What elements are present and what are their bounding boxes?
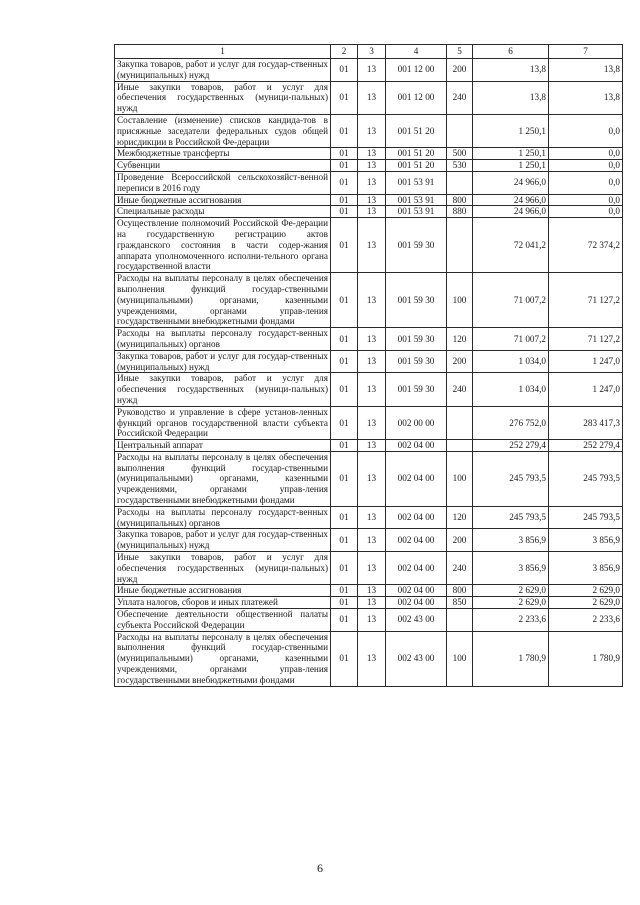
table-row — [115, 194, 623, 206]
row-target-article: 001 59 30 — [386, 350, 447, 373]
row-section: 01 — [331, 273, 358, 328]
row-section: 01 — [331, 59, 358, 82]
row-expense-type — [447, 171, 473, 194]
row-target-article: 002 04 00 — [386, 597, 447, 609]
row-target-article: 002 04 00 — [386, 451, 447, 506]
table-row — [115, 451, 623, 506]
row-section: 01 — [331, 171, 358, 194]
row-subsection: 13 — [358, 148, 386, 160]
row-target-article: 001 53 91 — [386, 194, 447, 206]
table-row — [115, 506, 623, 529]
row-subsection: 13 — [358, 81, 386, 114]
row-amount-1: 24 966,0 — [473, 194, 549, 206]
row-name: Расходы на выплаты персоналу в целях обеспечения выполнения функций государ-ственными (муниципальными) органами, казенными учреждениями, органами управ-ления государственными внебюджетными фондами — [115, 273, 331, 328]
row-amount-1: 1 250,1 — [473, 114, 549, 147]
row-amount-2: 2 233,6 — [549, 609, 623, 632]
row-target-article: 002 04 00 — [386, 552, 447, 585]
row-amount-2: 71 127,2 — [549, 328, 623, 351]
row-section: 01 — [331, 406, 358, 439]
row-expense-type: 240 — [447, 552, 473, 585]
row-amount-2: 13,8 — [549, 59, 623, 82]
row-name: Иные закупки товаров, работ и услуг для обеспечения государственных (муници-пальных) нужд — [115, 552, 331, 585]
row-amount-1: 276 752,0 — [473, 406, 549, 439]
row-expense-type: 800 — [447, 585, 473, 597]
row-target-article: 002 43 00 — [386, 609, 447, 632]
row-name: Обеспечение деятельности общественной палаты субъекта Российской Федерации — [115, 609, 331, 632]
row-section: 01 — [331, 328, 358, 351]
row-amount-2: 1 247,0 — [549, 373, 623, 406]
row-amount-1: 3 856,9 — [473, 529, 549, 552]
row-name: Иные бюджетные ассигнования — [115, 585, 331, 597]
row-expense-type: 100 — [447, 273, 473, 328]
row-amount-1: 24 966,0 — [473, 206, 549, 218]
row-subsection: 13 — [358, 406, 386, 439]
row-section: 01 — [331, 451, 358, 506]
table-row — [115, 81, 623, 114]
table-row — [115, 597, 623, 609]
row-name: Иные бюджетные ассигнования — [115, 194, 331, 206]
row-target-article: 002 04 00 — [386, 585, 447, 597]
row-amount-2: 2 629,0 — [549, 585, 623, 597]
row-subsection: 13 — [358, 328, 386, 351]
row-name: Расходы на выплаты персоналу государст-венных (муниципальных) органов — [115, 506, 331, 529]
row-expense-type: 240 — [447, 373, 473, 406]
row-section: 01 — [331, 194, 358, 206]
table-row — [115, 350, 623, 373]
row-section: 01 — [331, 114, 358, 147]
header-col-2: 2 — [331, 45, 358, 59]
table-row — [115, 148, 623, 160]
row-subsection: 13 — [358, 206, 386, 218]
row-amount-2: 0,0 — [549, 171, 623, 194]
row-target-article: 001 12 00 — [386, 59, 447, 82]
page-number: 6 — [317, 861, 323, 875]
row-target-article: 002 04 00 — [386, 529, 447, 552]
row-amount-1: 2 629,0 — [473, 597, 549, 609]
table-row — [115, 631, 623, 686]
row-amount-1: 13,8 — [473, 81, 549, 114]
row-target-article: 002 04 00 — [386, 440, 447, 452]
row-amount-1: 13,8 — [473, 59, 549, 82]
table-row — [115, 114, 623, 147]
header-col-7: 7 — [549, 45, 623, 59]
row-name: Осуществление полномочий Российской Фе-дерации на государственную регистрацию актов гражданского состояния в части содер-жания аппарата уполномоченного исполни-тельного органа государственной власти — [115, 218, 331, 273]
row-expense-type — [447, 114, 473, 147]
row-section: 01 — [331, 148, 358, 160]
table-row — [115, 59, 623, 82]
row-expense-type: 850 — [447, 597, 473, 609]
header-col-4: 4 — [386, 45, 447, 59]
row-amount-2: 0,0 — [549, 114, 623, 147]
row-target-article: 002 43 00 — [386, 631, 447, 686]
row-expense-type: 120 — [447, 506, 473, 529]
row-amount-2: 1 780,9 — [549, 631, 623, 686]
row-target-article: 001 59 30 — [386, 218, 447, 273]
row-expense-type: 880 — [447, 206, 473, 218]
row-subsection: 13 — [358, 194, 386, 206]
row-amount-2: 71 127,2 — [549, 273, 623, 328]
row-section: 01 — [331, 350, 358, 373]
row-name: Специальные расходы — [115, 206, 331, 218]
header-col-1: 1 — [115, 45, 331, 59]
row-expense-type — [447, 440, 473, 452]
row-name: Уплата налогов, сборов и иных платежей — [115, 597, 331, 609]
table-row — [115, 529, 623, 552]
table-row — [115, 609, 623, 632]
row-amount-2: 283 417,3 — [549, 406, 623, 439]
row-amount-1: 1 250,1 — [473, 148, 549, 160]
table-row — [115, 585, 623, 597]
row-subsection: 13 — [358, 59, 386, 82]
table-row — [115, 171, 623, 194]
row-subsection: 13 — [358, 609, 386, 632]
row-expense-type: 100 — [447, 631, 473, 686]
table-row — [115, 440, 623, 452]
row-target-article: 001 53 91 — [386, 171, 447, 194]
row-name: Расходы на выплаты персоналу в целях обеспечения выполнения функций государ-ственными (муниципальными) органами, казенными учреждениями, органами управ-ления государственными внебюджетными фондами — [115, 631, 331, 686]
row-subsection: 13 — [358, 218, 386, 273]
row-name: Закупка товаров, работ и услуг для государ-ственных (муниципальных) нужд — [115, 350, 331, 373]
row-amount-2: 1 247,0 — [549, 350, 623, 373]
table-row — [115, 373, 623, 406]
header-col-3: 3 — [358, 45, 386, 59]
row-name: Субвенции — [115, 160, 331, 172]
row-expense-type: 530 — [447, 160, 473, 172]
row-expense-type: 200 — [447, 59, 473, 82]
row-subsection: 13 — [358, 273, 386, 328]
row-amount-1: 1 780,9 — [473, 631, 549, 686]
row-expense-type: 200 — [447, 529, 473, 552]
row-name: Расходы на выплаты персоналу государст-венных (муниципальных) органов — [115, 328, 331, 351]
row-section: 01 — [331, 552, 358, 585]
row-subsection: 13 — [358, 440, 386, 452]
row-subsection: 13 — [358, 171, 386, 194]
table-row — [115, 328, 623, 351]
row-section: 01 — [331, 597, 358, 609]
row-amount-1: 1 034,0 — [473, 373, 549, 406]
row-subsection: 13 — [358, 506, 386, 529]
row-amount-1: 71 007,2 — [473, 328, 549, 351]
row-expense-type: 120 — [447, 328, 473, 351]
row-amount-1: 2 233,6 — [473, 609, 549, 632]
row-section: 01 — [331, 506, 358, 529]
row-amount-2: 252 279,4 — [549, 440, 623, 452]
row-expense-type: 100 — [447, 451, 473, 506]
row-amount-2: 3 856,9 — [549, 552, 623, 585]
row-amount-1: 71 007,2 — [473, 273, 549, 328]
row-expense-type: 800 — [447, 194, 473, 206]
row-section: 01 — [331, 631, 358, 686]
row-expense-type — [447, 609, 473, 632]
row-subsection: 13 — [358, 585, 386, 597]
row-subsection: 13 — [358, 631, 386, 686]
row-section: 01 — [331, 529, 358, 552]
table-row — [115, 406, 623, 439]
row-amount-1: 3 856,9 — [473, 552, 549, 585]
header-col-5: 5 — [447, 45, 473, 59]
table-row — [115, 206, 623, 218]
row-amount-2: 245 793,5 — [549, 506, 623, 529]
row-target-article: 002 04 00 — [386, 506, 447, 529]
row-subsection: 13 — [358, 373, 386, 406]
row-subsection: 13 — [358, 552, 386, 585]
row-expense-type: 240 — [447, 81, 473, 114]
budget-table — [114, 44, 623, 687]
row-amount-1: 1 034,0 — [473, 350, 549, 373]
row-name: Расходы на выплаты персоналу в целях обеспечения выполнения функций государ-ственными (муниципальными) органами, казенными учреждениями, органами управ-ления государственными внебюджетными фондами — [115, 451, 331, 506]
row-section: 01 — [331, 373, 358, 406]
row-amount-1: 1 250,1 — [473, 160, 549, 172]
row-target-article: 001 59 30 — [386, 373, 447, 406]
row-section: 01 — [331, 206, 358, 218]
row-target-article: 001 51 20 — [386, 114, 447, 147]
row-amount-1: 252 279,4 — [473, 440, 549, 452]
row-amount-2: 0,0 — [549, 148, 623, 160]
row-name: Закупка товаров, работ и услуг для государ-ственных (муниципальных) нужд — [115, 529, 331, 552]
row-target-article: 001 51 20 — [386, 148, 447, 160]
row-subsection: 13 — [358, 597, 386, 609]
row-section: 01 — [331, 440, 358, 452]
table-header-row — [115, 45, 623, 59]
row-name: Центральный аппарат — [115, 440, 331, 452]
row-amount-1: 2 629,0 — [473, 585, 549, 597]
row-expense-type — [447, 218, 473, 273]
row-target-article: 002 00 00 — [386, 406, 447, 439]
row-subsection: 13 — [358, 451, 386, 506]
row-subsection: 13 — [358, 350, 386, 373]
row-amount-2: 3 856,9 — [549, 529, 623, 552]
row-name: Иные закупки товаров, работ и услуг для обеспечения государственных (муници-пальных) нужд — [115, 373, 331, 406]
row-name: Межбюджетные трансферты — [115, 148, 331, 160]
row-amount-1: 72 041,2 — [473, 218, 549, 273]
table-row — [115, 218, 623, 273]
row-section: 01 — [331, 585, 358, 597]
row-name: Закупка товаров, работ и услуг для государ-ственных (муниципальных) нужд — [115, 59, 331, 82]
row-target-article: 001 53 91 — [386, 206, 447, 218]
row-amount-1: 245 793,5 — [473, 506, 549, 529]
row-amount-1: 245 793,5 — [473, 451, 549, 506]
row-target-article: 001 59 30 — [386, 273, 447, 328]
row-name: Проведение Всероссийской сельскохозяйст-венной переписи в 2016 году — [115, 171, 331, 194]
row-amount-2: 0,0 — [549, 206, 623, 218]
row-target-article: 001 59 30 — [386, 328, 447, 351]
row-section: 01 — [331, 81, 358, 114]
row-amount-2: 245 793,5 — [549, 451, 623, 506]
row-expense-type: 500 — [447, 148, 473, 160]
header-col-6: 6 — [473, 45, 549, 59]
row-target-article: 001 12 00 — [386, 81, 447, 114]
table-row — [115, 273, 623, 328]
table-row — [115, 160, 623, 172]
row-subsection: 13 — [358, 529, 386, 552]
row-target-article: 001 51 20 — [386, 160, 447, 172]
row-subsection: 13 — [358, 160, 386, 172]
row-amount-1: 24 966,0 — [473, 171, 549, 194]
row-amount-2: 72 374,2 — [549, 218, 623, 273]
row-section: 01 — [331, 609, 358, 632]
row-amount-2: 2 629,0 — [549, 597, 623, 609]
row-amount-2: 0,0 — [549, 160, 623, 172]
table-row — [115, 552, 623, 585]
row-expense-type — [447, 406, 473, 439]
row-name: Составление (изменение) списков кандида-тов в присяжные заседатели федеральных судов общей юрисдикции в Российской Фе-дерации — [115, 114, 331, 147]
row-name: Руководство и управление в сфере установ-ленных функций органов государственной власти субъекта Российской Федерации — [115, 406, 331, 439]
row-section: 01 — [331, 218, 358, 273]
row-amount-2: 13,8 — [549, 81, 623, 114]
row-section: 01 — [331, 160, 358, 172]
row-name: Иные закупки товаров, работ и услуг для обеспечения государственных (муници-пальных) нужд — [115, 81, 331, 114]
row-subsection: 13 — [358, 114, 386, 147]
row-amount-2: 0,0 — [549, 194, 623, 206]
row-expense-type: 200 — [447, 350, 473, 373]
